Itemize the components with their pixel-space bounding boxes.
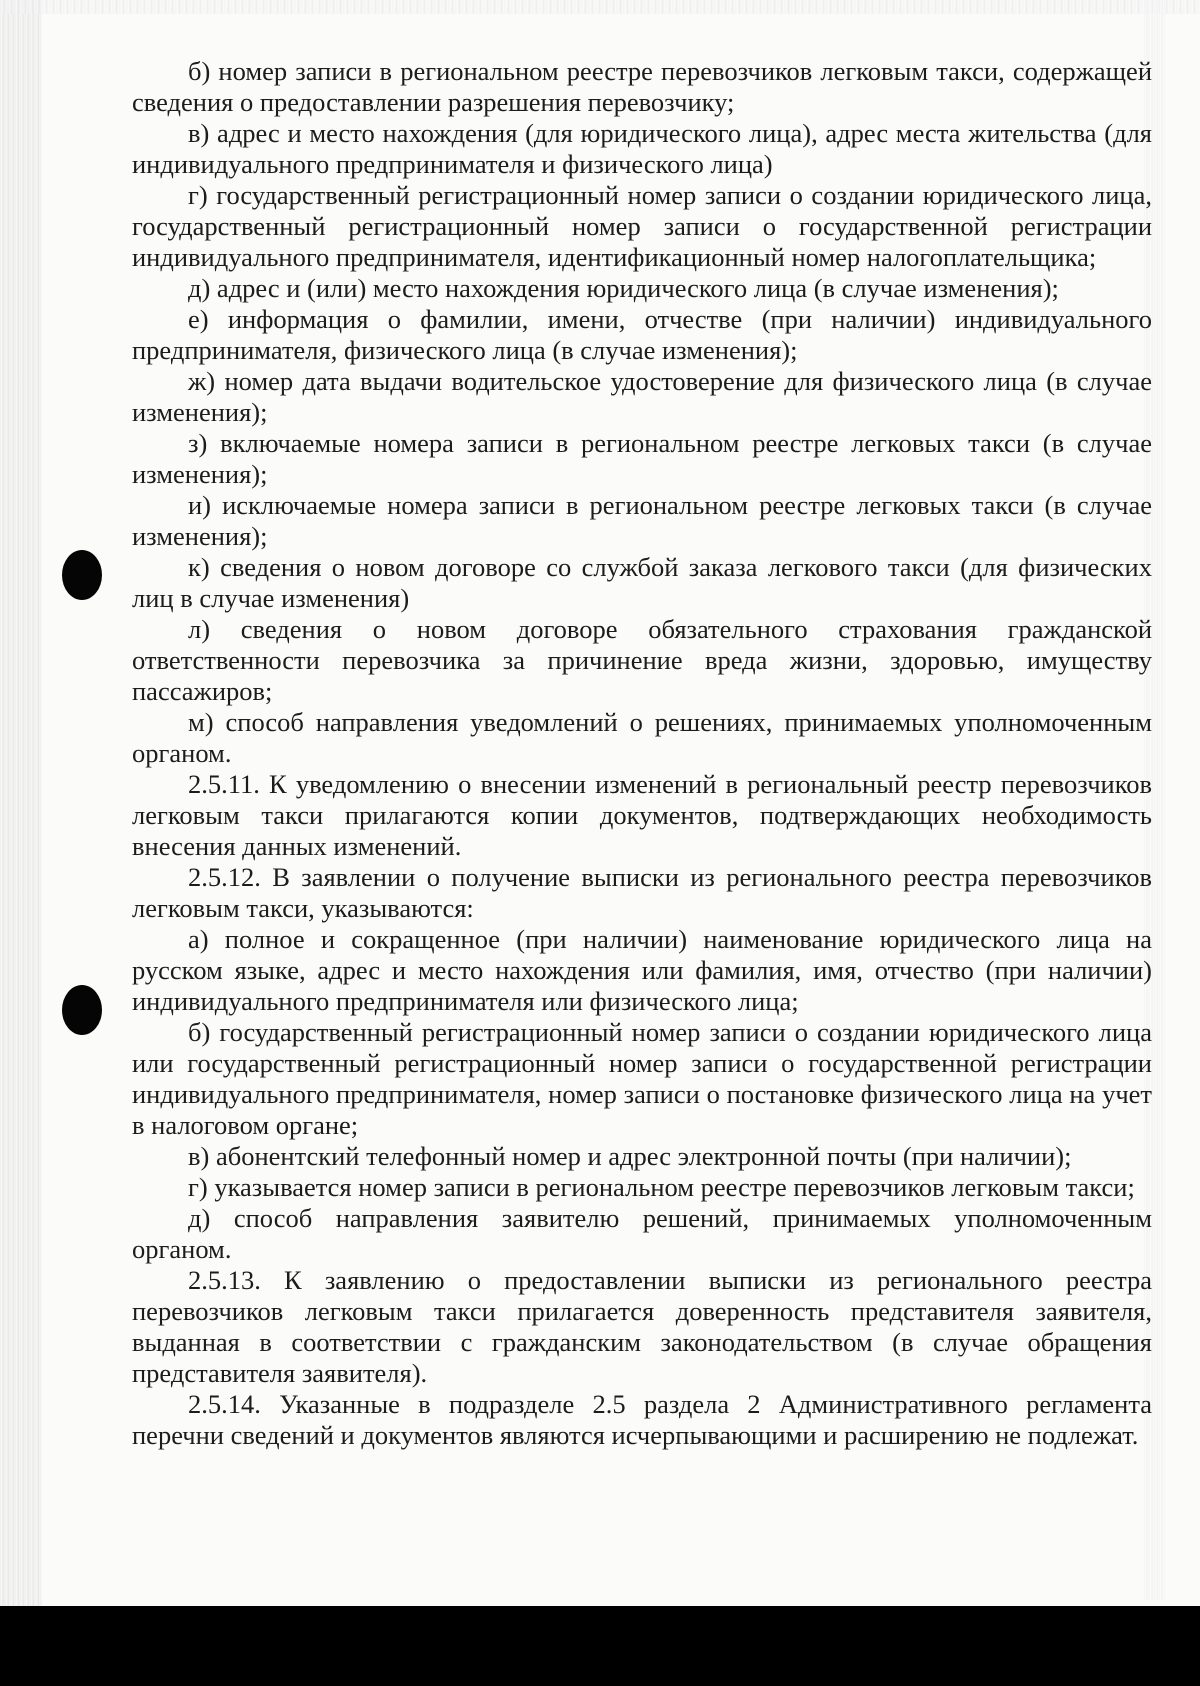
paragraph-d-decision-method: д) способ направления заявителю решений, принимаемых уполномоченным органом. [132, 1203, 1152, 1264]
paragraph-g-registration-number: г) государственный регистрационный номер записи о создании юридического лица, государственный регистрационный номер записи о государственной регистрации индивидуального предпринимателя, идентификационный номер налогоплательщика; [132, 180, 1152, 272]
clause-2-5-14: 2.5.14. Указанные в подразделе 2.5 раздела 2 Административного регламента перечни сведений и документов являются исчерпывающими и расширению не подлежат. [132, 1389, 1152, 1450]
paragraph-i-excluded-records: и) исключаемые номера записи в региональном реестре легковых такси (в случае изменения); [132, 490, 1152, 551]
paragraph-a-full-name: а) полное и сокращенное (при наличии) наименование юридического лица на русском языке, адрес и место нахождения или фамилия, имя, отчество (при наличии) индивидуального предпринимателя или физического лица; [132, 924, 1152, 1016]
paragraph-z-included-records: з) включаемые номера записи в региональном реестре легковых такси (в случае изменения); [132, 428, 1152, 489]
scan-noise-top [0, 0, 1200, 14]
punch-hole-mark [62, 550, 102, 600]
paragraph-m-notification-method: м) способ направления уведомлений о решениях, принимаемых уполномоченным органом. [132, 707, 1152, 768]
document-body [132, 56, 1152, 1451]
clause-2-5-11: 2.5.11. К уведомлению о внесении изменений в региональный реестр перевозчиков легковым такси прилагаются копии документов, подтверждающих необходимость внесения данных изменений. [132, 769, 1152, 861]
paragraph-b-registration-record: б) государственный регистрационный номер записи о создании юридического лица или государственный регистрационный номер записи о государственной регистрации индивидуального предпринимателя, номер записи о постановке физического лица на учет в налоговом органе; [132, 1017, 1152, 1140]
paragraph-k-dispatch-contract: к) сведения о новом договоре со службой заказа легкового такси (для физических лиц в случае изменения) [132, 552, 1152, 613]
paragraph-l-insurance-contract: л) сведения о новом договоре обязательного страхования гражданской ответственности перевозчика за причинение вреда жизни, здоровью, имуществу пассажиров; [132, 614, 1152, 706]
paragraph-v-contacts: в) абонентский телефонный номер и адрес электронной почты (при наличии); [188, 1141, 1072, 1171]
paragraph-g-registry-number: г) указывается номер записи в региональном реестре перевозчиков легковым такси; [188, 1172, 1135, 1202]
scan-bottom-edge [0, 1606, 1200, 1686]
paragraph-d-legal-address: д) адрес и (или) место нахождения юридического лица (в случае изменения); [188, 273, 1059, 303]
clause-2-5-13: 2.5.13. К заявлению о предоставлении выписки из регионального реестра перевозчиков легковым такси прилагается доверенность представителя заявителя, выданная в соответствии с гражданским законодательством (в случае обращения представителя заявителя). [132, 1265, 1152, 1388]
clause-2-5-12: 2.5.12. В заявлении о получение выписки из регионального реестра перевозчиков легковым такси, указываются: [132, 862, 1152, 923]
paragraph-zh-driver-license: ж) номер дата выдачи водительское удостоверение для физического лица (в случае изменения); [132, 366, 1152, 427]
scan-noise-left [0, 0, 42, 1686]
paragraph-e-name-info: е) информация о фамилии, имени, отчестве (при наличии) индивидуального предпринимателя, физического лица (в случае изменения); [132, 304, 1152, 365]
paragraph-b-record-number: б) номер записи в региональном реестре перевозчиков легковым такси, содержащей сведения о предоставлении разрешения перевозчику; [132, 56, 1152, 117]
paragraph-v-address: в) адрес и место нахождения (для юридического лица), адрес места жительства (для индивидуального предпринимателя и физического лица) [132, 118, 1152, 179]
punch-hole-mark [62, 985, 102, 1035]
